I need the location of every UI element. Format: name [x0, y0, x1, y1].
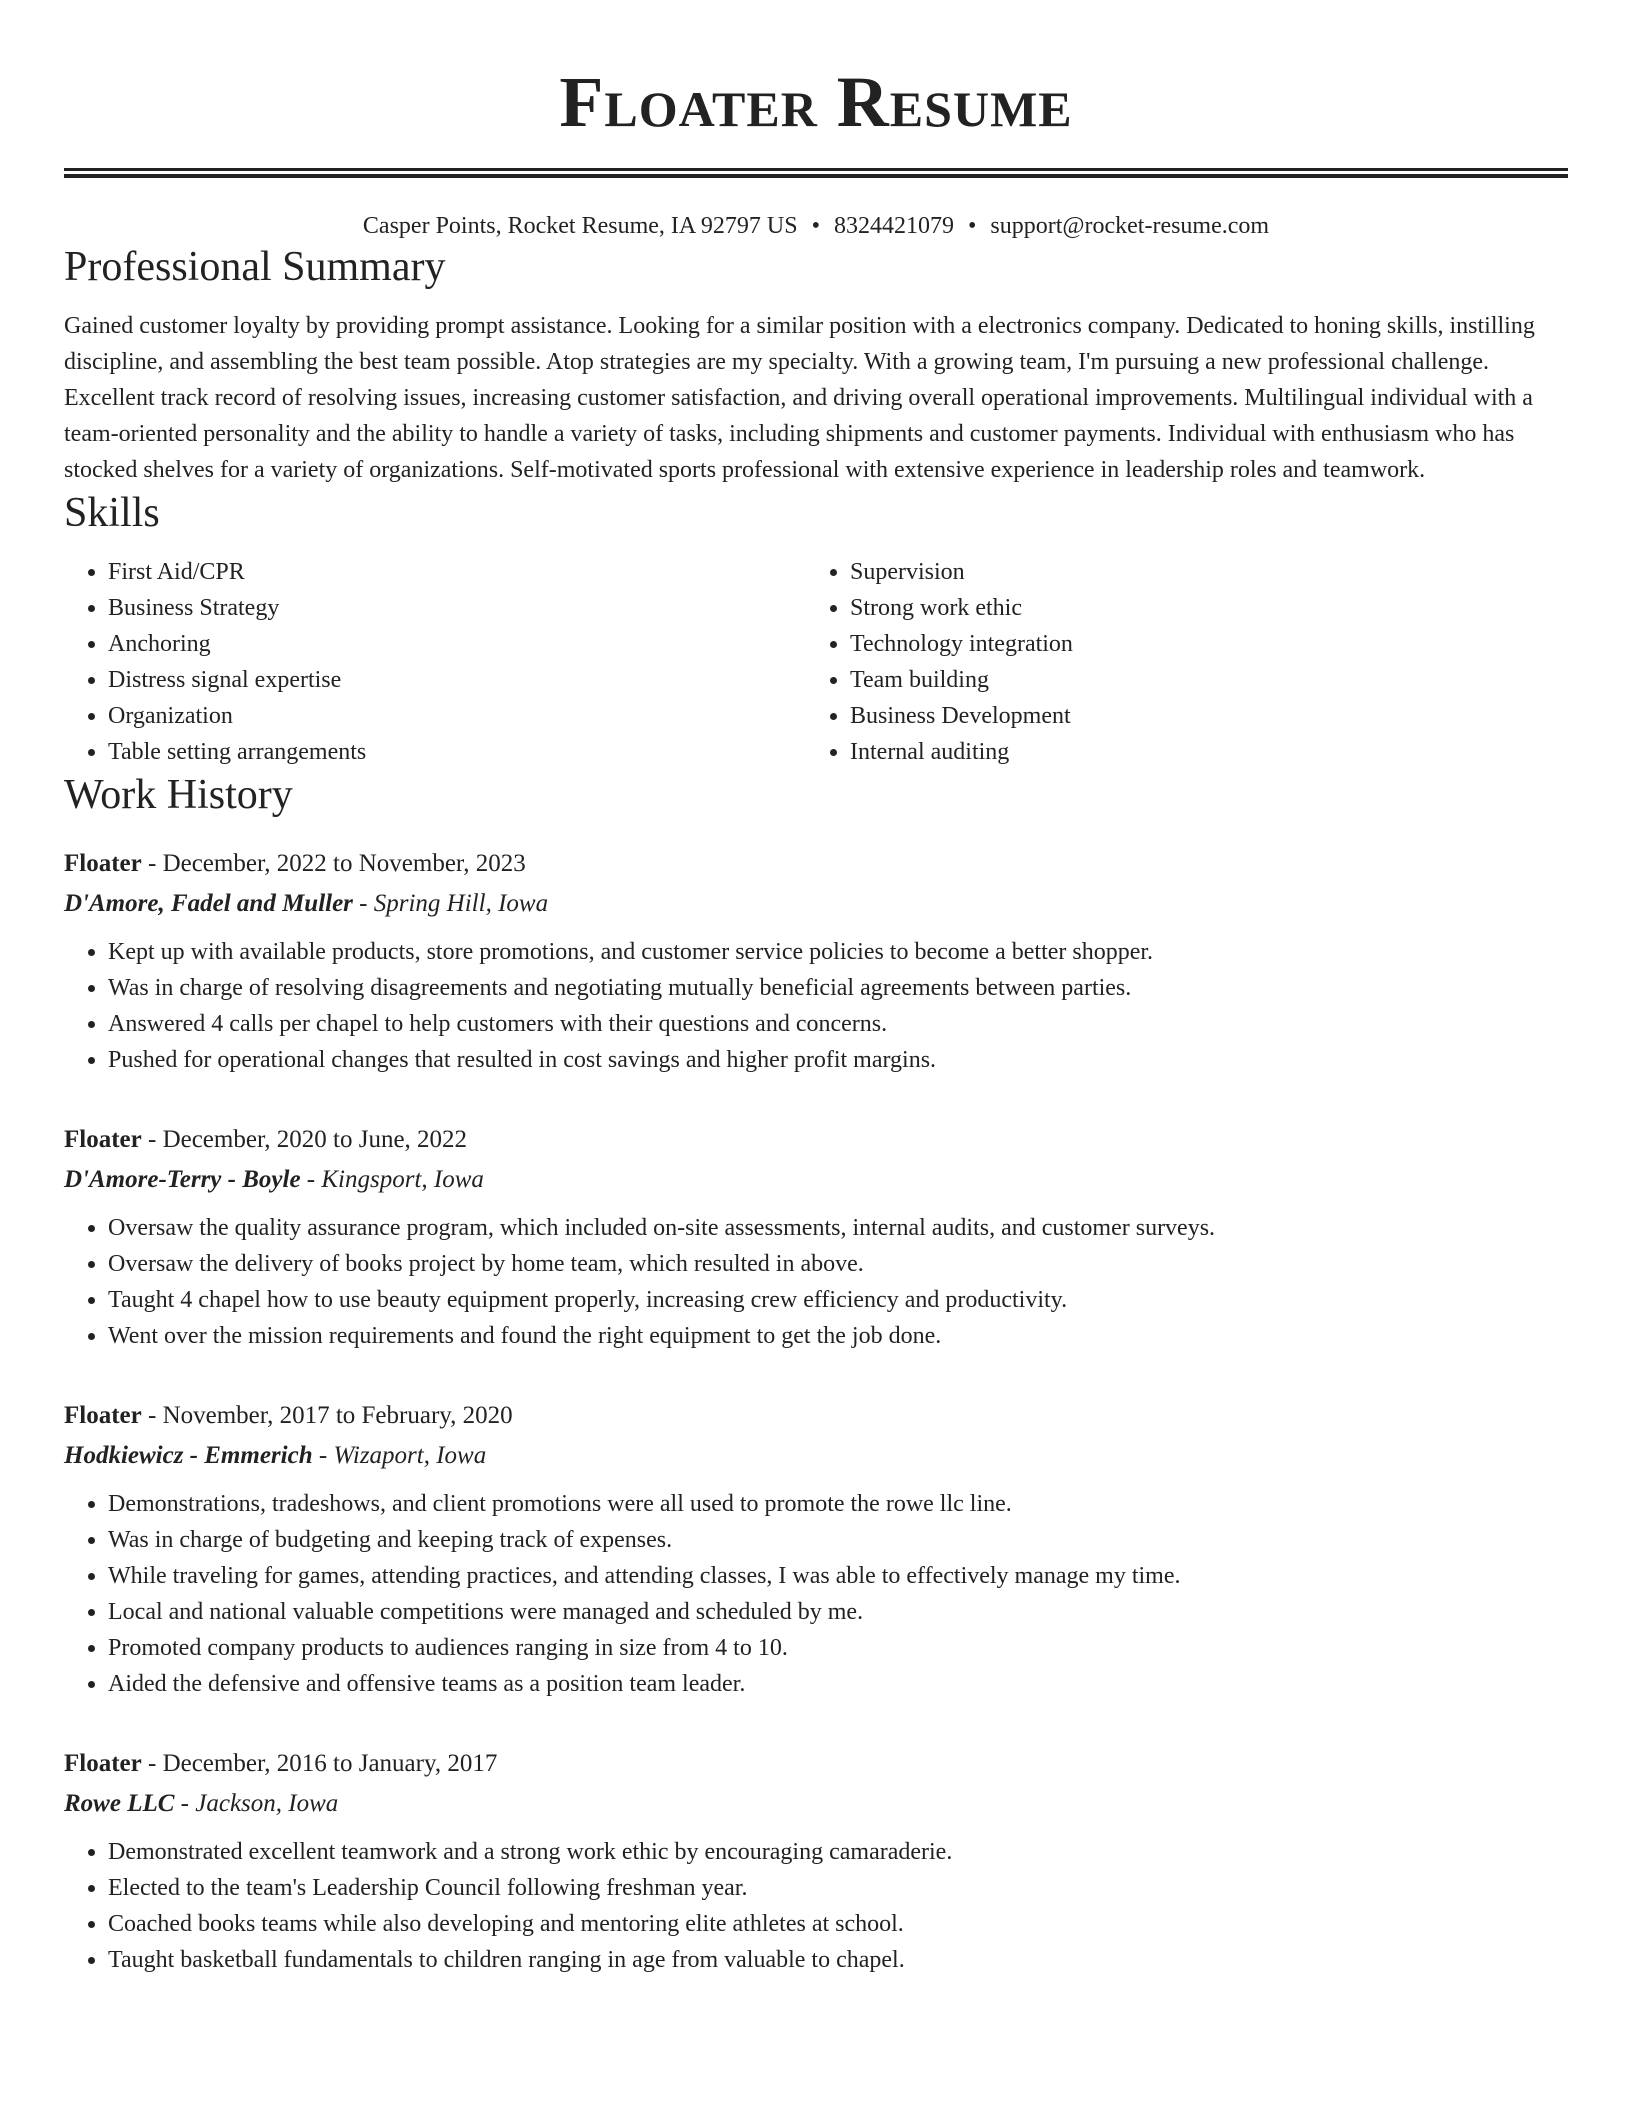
skill-item: • Business Strategy	[108, 590, 806, 626]
skills-columns	[64, 554, 1568, 770]
job-entry	[64, 1396, 1568, 1702]
job-bullet: • Elected to the team's Leadership Council following freshman year.	[108, 1870, 1568, 1906]
job-dates: December, 2020 to June, 2022	[162, 1126, 468, 1153]
job-entry	[64, 1120, 1568, 1354]
skill-item: • First Aid/CPR	[108, 554, 806, 590]
job-bullet: • Demonstrations, tradeshows, and client promotions were all used to promote the rowe llc line.	[108, 1486, 1568, 1522]
skill-item: • Anchoring	[108, 626, 806, 662]
skills-heading: Skills	[64, 490, 160, 536]
job-bullet: • Answered 4 calls per chapel to help customers with their questions and concerns.	[108, 1006, 1568, 1042]
job-bullet: • Was in charge of budgeting and keeping track of expenses.	[108, 1522, 1568, 1558]
summary-text: Gained customer loyalty by providing prompt assistance. Looking for a similar position with a electronics company. Dedicated to honing skills, instilling discipline, and assembling the best team possible. Atop strategies are my specialty. With a growing team, I'm pursuing a new professional challenge. Excellent track record of resolving issues, increasing customer satisfaction, and driving overall operational improvements. Multilingual individual with a team-oriented personality and the ability to handle a variety of tasks, including shipments and customer payments. Individual with enthusiasm who has stocked shelves for a variety of organizations. Self-motivated sports professional with extensive experience in leadership roles and teamwork.	[64, 313, 1535, 483]
company-name: D'Amore-Terry - Boyle	[64, 1166, 301, 1193]
company-name: D'Amore, Fadel and Muller	[64, 890, 353, 917]
job-dates: December, 2022 to November, 2023	[162, 850, 526, 877]
job-bullets	[64, 1834, 1568, 1978]
company-location: Kingsport, Iowa	[321, 1166, 484, 1193]
job-title: Floater	[64, 1402, 142, 1429]
skills-list-left	[64, 554, 806, 770]
job-dates: December, 2016 to January, 2017	[162, 1750, 498, 1777]
job-bullet: • Kept up with available products, store promotions, and customer service policies to become a better shopper.	[108, 934, 1568, 970]
job-bullet: • Oversaw the delivery of books project by home team, which resulted in above.	[108, 1246, 1568, 1282]
dash: -	[300, 1166, 322, 1193]
title-divider	[64, 168, 1568, 178]
job-bullet: • Promoted company products to audiences ranging in size from 4 to 10.	[108, 1630, 1568, 1666]
skill-item: • Organization	[108, 698, 806, 734]
job-bullet: • Was in charge of resolving disagreements and negotiating mutually beneficial agreements between parties.	[108, 970, 1568, 1006]
resume-page	[64, 0, 1568, 1978]
skill-item: • Team building	[850, 662, 1548, 698]
job-title-line	[64, 1744, 1568, 1784]
job-bullet: • Demonstrated excellent teamwork and a strong work ethic by encouraging camaraderie.	[108, 1834, 1568, 1870]
job-bullets	[64, 934, 1568, 1078]
company-location: Spring Hill, Iowa	[373, 890, 549, 917]
dash: -	[352, 890, 374, 917]
skill-item: • Internal auditing	[850, 734, 1548, 770]
dash: -	[141, 1402, 163, 1429]
job-bullet: • While traveling for games, attending practices, and attending classes, I was able to effectively manage my time.	[108, 1558, 1568, 1594]
skill-item: • Business Development	[850, 698, 1548, 734]
job-bullets	[64, 1486, 1568, 1702]
dash: -	[141, 850, 163, 877]
skill-item: • Supervision	[850, 554, 1548, 590]
skill-item: • Distress signal expertise	[108, 662, 806, 698]
company-line	[64, 1160, 1568, 1200]
skills-list-right	[806, 554, 1548, 770]
company-location: Jackson, Iowa	[195, 1790, 339, 1817]
job-dates: November, 2017 to February, 2020	[162, 1402, 513, 1429]
job-entry	[64, 1744, 1568, 1978]
skill-item: • Table setting arrangements	[108, 734, 806, 770]
dash: -	[174, 1790, 196, 1817]
skill-item: • Strong work ethic	[850, 590, 1548, 626]
contact-phone: 8324421079	[833, 213, 954, 239]
skill-item: • Technology integration	[850, 626, 1548, 662]
summary-heading: Professional Summary	[64, 244, 446, 290]
contact-email: support@rocket-resume.com	[990, 213, 1270, 239]
job-title: Floater	[64, 1750, 142, 1777]
contact-address: Casper Points, Rocket Resume, IA 92797 US	[362, 213, 798, 239]
resume-title: Floater Resume	[559, 62, 1073, 142]
job-bullet: • Oversaw the quality assurance program, which included on-site assessments, internal audits, and customer surveys.	[108, 1210, 1568, 1246]
job-bullet: • Aided the defensive and offensive teams as a position team leader.	[108, 1666, 1568, 1702]
contact-separator: •	[967, 213, 977, 239]
contact-separator: •	[811, 213, 820, 239]
job-title-line	[64, 1120, 1568, 1160]
job-title: Floater	[64, 1126, 142, 1153]
contact-line	[64, 210, 1568, 242]
company-line	[64, 1784, 1568, 1824]
job-bullet: • Coached books teams while also developing and mentoring elite athletes at school.	[108, 1906, 1568, 1942]
job-title: Floater	[64, 850, 142, 877]
job-bullet: • Taught basketball fundamentals to children ranging in age from valuable to chapel.	[108, 1942, 1568, 1978]
company-location: Wizaport, Iowa	[333, 1442, 487, 1469]
dash: -	[312, 1442, 334, 1469]
job-bullets	[64, 1210, 1568, 1354]
job-title-line	[64, 1396, 1568, 1436]
dash: -	[141, 1750, 163, 1777]
job-bullet: • Went over the mission requirements and found the right equipment to get the job done.	[108, 1318, 1568, 1354]
job-entry	[64, 844, 1568, 1078]
job-bullet: • Taught 4 chapel how to use beauty equipment properly, increasing crew efficiency and productivity.	[108, 1282, 1568, 1318]
company-line	[64, 1436, 1568, 1476]
job-bullet: • Pushed for operational changes that resulted in cost savings and higher profit margins.	[108, 1042, 1568, 1078]
job-title-line	[64, 844, 1568, 884]
company-line	[64, 884, 1568, 924]
company-name: Rowe LLC	[64, 1790, 175, 1817]
dash: -	[141, 1126, 163, 1153]
work-history-heading: Work History	[64, 772, 293, 818]
company-name: Hodkiewicz - Emmerich	[64, 1442, 313, 1469]
job-bullet: • Local and national valuable competitions were managed and scheduled by me.	[108, 1594, 1568, 1630]
